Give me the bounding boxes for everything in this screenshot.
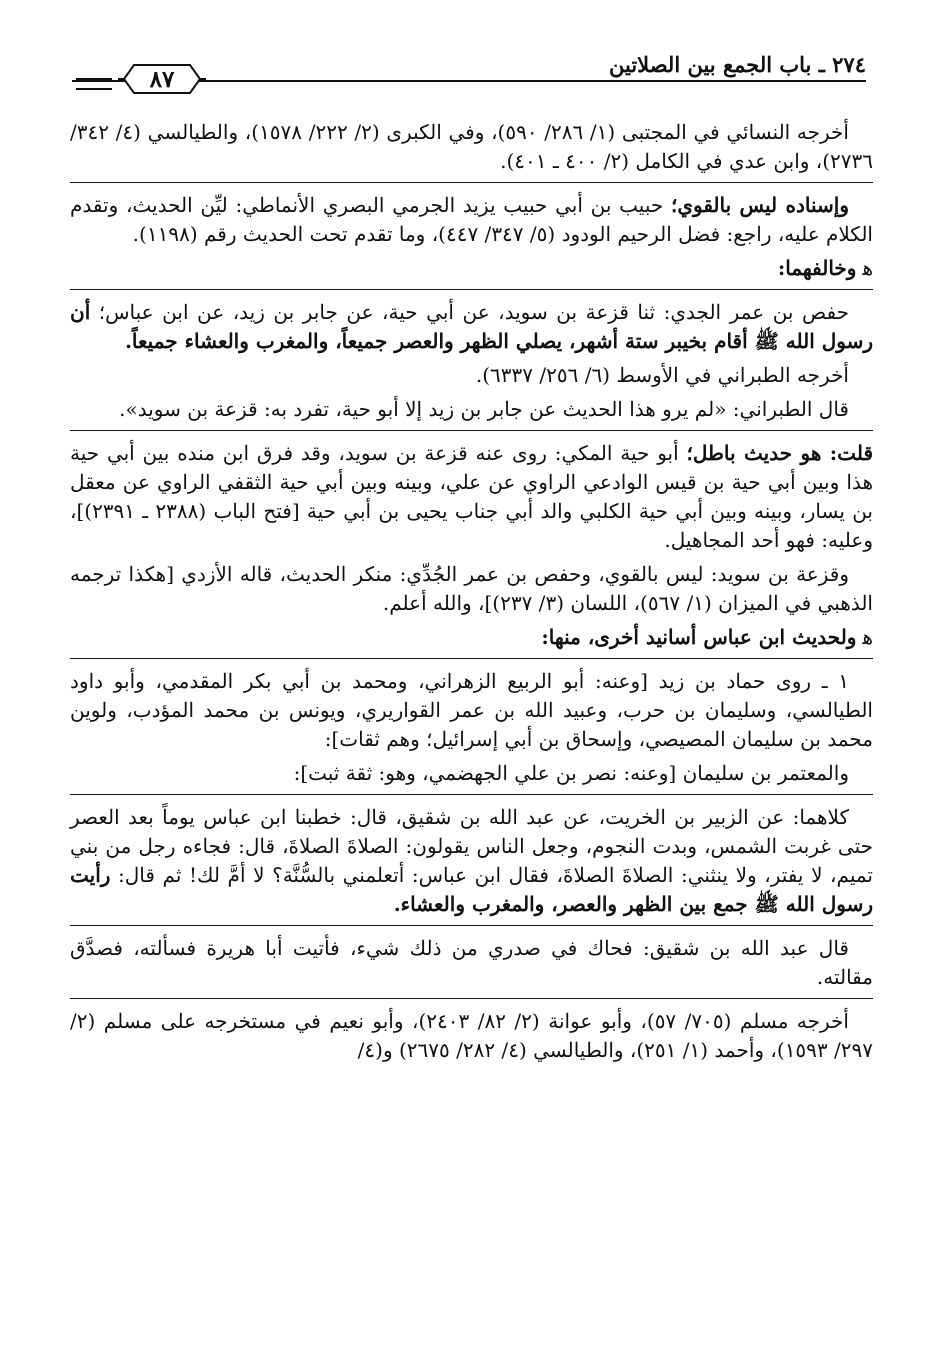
page-number-ornament [116,62,208,96]
paragraph [70,934,873,992]
page-body [70,118,873,1070]
text: قال عبد الله بن شقيق: فحاك في صدري من ذلك شيء، فأتيت أبا هريرة فسألته، فصدَّق مقالته. [70,936,873,989]
page-header [72,48,866,92]
paragraph [70,803,873,919]
header-double-line [76,78,112,90]
paragraph [70,298,873,356]
bold-text: أن رسول الله ﷺ أقام بخيبر ستة أشهر، يصلي الظهر والعصر جميعاً، والمغرب والعشاء جميعاً. [70,300,873,353]
text: قال الطبراني: «لم يرو هذا الحديث عن جابر بن زيد إلا أبو حية، تفرد به: قزعة بن سويد». [119,397,849,421]
paragraph [70,560,873,618]
divider [70,925,873,926]
subheading-text: ولحديث ابن عباس أسانيد أخرى، منها: [541,625,857,649]
text: كلاهما: عن الزبير بن الخريت، عن عبد الله بن شقيق، قال: خطبنا ابن عباس يوماً بعد العصر حتى غربت الشمس، وبدت النجوم، وجعل الناس يقولون: الصلاةَ الصلاةَ، قال: فجاءه رجل من بني تميم، لا يفتر، ولا ينثني: الصلاةَ الصلاةَ، فقال ابن عباس: أتعلمني بالسُّنَّة؟ لا أمَّ لك! ثم قال: [70,805,873,887]
bold-text: قلت: هو حديث باطل؛ [686,441,874,465]
bold-text: رأيت رسول الله ﷺ جمع بين الظهر والعصر، والمغرب والعشاء. [70,863,873,916]
bold-text: وإسناده ليس بالقوي؛ [670,193,849,217]
paragraph [70,759,873,788]
paragraph [70,667,873,754]
subheading [70,254,873,283]
ornament-marker-icon: ﻫ [862,625,873,649]
paragraph [70,395,873,424]
text: ١ ـ روى حماد بن زيد [وعنه: أبو الربيع الزهراني، ومحمد بن أبي بكر المقدمي، وأبو داود الطيالسي، وسليمان بن حرب، وعبيد الله بن عمر القواريري، ويونس بن محمد المؤدب، ولوين محمد بن سليمان المصيصي، وإسحاق بن أبي إسرائيل؛ وهم ثقات]: [70,669,873,751]
ornament-marker-icon: ﻫ [862,256,873,280]
text: حفص بن عمر الجدي: ثنا قزعة بن سويد، عن أبي حية، عن جابر بن زيد، عن ابن عباس؛ [90,300,849,324]
text: والمعتمر بن سليمان [وعنه: نصر بن علي الجهضمي، وهو: ثقة ثبت]: [293,761,849,785]
divider [70,430,873,431]
paragraph [70,439,873,555]
text: حبيب بن أبي حبيب يزيد الجرمي البصري الأنماطي: ليِّن الحديث، وتقدم الكلام عليه، راجع: فضل الرحيم الودود (٥/ ٣٤٧/ ٤٤٧)، وما تقدم تحت الحديث رقم (١١٩٨). [70,193,873,246]
divider [70,289,873,290]
paragraph [70,118,873,176]
divider [70,182,873,183]
divider [70,794,873,795]
page-number: ٨٧ [149,66,175,93]
running-title: ٢٧٤ ـ باب الجمع بين الصلاتين [601,52,866,77]
paragraph [70,361,873,390]
text: أخرجه النسائي في المجتبى (١/ ٢٨٦/ ٥٩٠)، وفي الكبرى (٢/ ٢٢٢/ ١٥٧٨)، والطيالسي (٤/ ٣٤٢/ ٢٧٣٦)، وابن عدي في الكامل (٢/ ٤٠٠ ـ ٤٠١). [70,120,873,173]
divider [70,998,873,999]
text: أخرجه الطبراني في الأوسط (٦/ ٢٥٦/ ٦٣٣٧). [475,363,849,387]
paragraph [70,1007,873,1065]
subheading [70,623,873,652]
text: وقزعة بن سويد: ليس بالقوي، وحفص بن عمر الجُدِّي: منكر الحديث، قاله الأزدي [هكذا ترجمه الذهبي في الميزان (١/ ٥٦٧)، اللسان (٣/ ٢٣٧)]، والله أعلم. [70,562,873,615]
paragraph [70,191,873,249]
subheading-text: وخالفهما: [777,256,857,280]
text: أخرجه مسلم (٧٠٥/ ٥٧)، وأبو عوانة (٢/ ٨٢/ ٢٤٠٣)، وأبو نعيم في مستخرجه على مسلم (٢/ ٢٩٧/ ١٥٩٣)، وأحمد (١/ ٢٥١)، والطيالسي (٤/ ٢٨٢/ ٢٦٧٥) و(٤/ [70,1009,873,1062]
divider [70,658,873,659]
text: أبو حية المكي: روى عنه قزعة بن سويد، وقد فرق ابن منده بين أبي حية هذا وبين أبي حية بن قيس الوادعي الراوي عن علي، وبينه وبين أبي حية الثقفي الراوي عن معقل بن يسار، وبينه وبين أبي حية الكلبي والد أبي جناب يحيى بن أبي حية [فتح الباب (٢٣٨٨ ـ ٢٣٩١)]، وعليه: فهو أحد المجاهيل. [70,441,873,552]
